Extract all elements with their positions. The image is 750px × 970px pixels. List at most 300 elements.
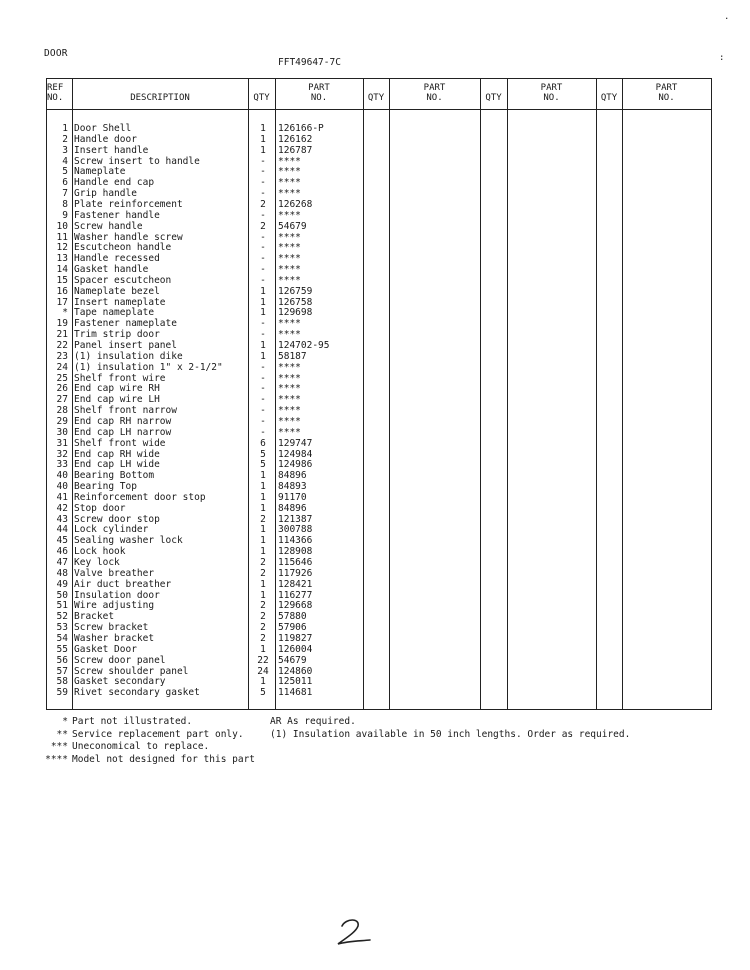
qty-cell: 1 (260, 340, 266, 351)
table-row (46, 145, 712, 156)
ref-cell: 1 (62, 123, 68, 134)
part-number-cell: 115646 (278, 557, 313, 568)
qty-cell: - (260, 318, 266, 330)
part-number-cell: 116277 (278, 589, 313, 601)
table-row (46, 644, 712, 655)
note-item (38, 754, 255, 767)
table-row (46, 611, 712, 622)
description-cell: Handle end cap (74, 177, 155, 189)
note-item (38, 741, 255, 754)
table-row (46, 666, 712, 677)
description-cell: Insert handle (74, 144, 149, 156)
part-number-cell: 91170 (278, 491, 307, 503)
ref-cell: 44 (56, 524, 68, 536)
ref-cell: 46 (56, 546, 68, 558)
edge-mark-top: . (724, 12, 730, 22)
ref-cell: 42 (56, 502, 68, 514)
table-row (46, 557, 712, 568)
part-header-3b: NO. (543, 93, 560, 103)
ref-cell: 8 (62, 198, 68, 210)
note-text: Part not illustrated. (72, 716, 193, 727)
ref-cell: 32 (56, 448, 68, 460)
ref-cell: 52 (56, 611, 68, 623)
qty-cell: - (260, 329, 266, 341)
part-number-cell: 125011 (278, 676, 313, 688)
table-row (46, 329, 712, 340)
qty-cell: 2 (260, 198, 266, 210)
qty-cell: 1 (260, 546, 266, 558)
ref-cell: 19 (56, 318, 68, 330)
ref-cell: 59 (56, 687, 68, 699)
note-symbol: *** (50, 741, 68, 752)
description-cell: Sealing washer lock (74, 535, 183, 547)
part-number-cell: 126268 (278, 198, 313, 210)
description-cell: (1) insulation 1" x 2-1/2" (74, 361, 223, 373)
description-cell: Washer handle screw (74, 231, 183, 243)
description-cell: Trim strip door (74, 329, 160, 341)
qty-cell: 22 (257, 654, 269, 666)
qty-cell: 1 (260, 144, 266, 156)
part-number-cell: 114681 (278, 687, 313, 699)
part-number-cell: **** (278, 231, 301, 243)
description-cell: End cap wire LH (74, 394, 160, 406)
description-cell: Bearing Top (74, 481, 137, 493)
description-cell: Escutcheon handle (74, 242, 172, 254)
qty-cell: 2 (260, 220, 266, 232)
description-cell: End cap RH narrow (74, 415, 172, 427)
table-row (46, 253, 712, 264)
table-row (46, 481, 712, 492)
qty-cell: 1 (260, 676, 266, 688)
part-number-cell: **** (278, 405, 301, 417)
qty-cell: 1 (260, 470, 266, 482)
table-row (46, 590, 712, 601)
ref-cell: 10 (56, 220, 68, 232)
ref-cell: 29 (56, 415, 68, 427)
description-cell: Handle recessed (74, 253, 160, 265)
part-number-cell: 114366 (278, 535, 313, 547)
qty-cell: 5 (260, 448, 266, 460)
table-row (46, 535, 712, 546)
description-cell: Shelf front wide (74, 437, 166, 449)
qty-cell: 1 (260, 285, 266, 297)
ref-cell: 53 (56, 622, 68, 634)
ref-cell: 47 (56, 557, 68, 568)
qty-header-1: QTY (253, 93, 270, 103)
description-cell: Panel insert panel (74, 340, 177, 351)
qty-cell: 1 (260, 491, 266, 503)
description-cell: Nameplate bezel (74, 285, 160, 297)
description-cell: Washer bracket (74, 632, 155, 644)
ref-cell: 40 (56, 470, 68, 482)
part-number-cell: 84896 (278, 502, 307, 514)
part-number-cell: 129668 (278, 600, 313, 612)
note-text: Uneconomical to replace. (72, 741, 210, 752)
part-number-cell: **** (278, 383, 301, 395)
ref-cell: 27 (56, 394, 68, 406)
note-item (38, 716, 255, 729)
note-symbol: ** (56, 728, 68, 740)
description-cell: Fastener handle (74, 209, 160, 221)
table-row (46, 156, 712, 167)
qty-cell: 6 (260, 437, 266, 449)
part-number-cell: 126166-P (278, 123, 324, 134)
description-header: DESCRIPTION (130, 93, 190, 103)
table-row (46, 221, 712, 232)
note-item (38, 729, 255, 742)
ref-cell: 40 (56, 481, 68, 493)
ref-cell: 30 (56, 426, 68, 438)
table-row (46, 318, 712, 329)
part-header-1a: PART (308, 83, 330, 93)
qty-cell: - (260, 177, 266, 189)
part-number-cell: 300788 (278, 524, 313, 536)
table-row (46, 210, 712, 221)
note-text: Model not designed for this part (72, 753, 256, 765)
qty-cell: - (260, 426, 266, 438)
qty-cell: 24 (257, 665, 269, 677)
qty-cell: 1 (260, 535, 266, 547)
table-row (46, 524, 712, 535)
description-cell: (1) insulation dike (74, 350, 183, 362)
table-row (46, 579, 712, 590)
ref-cell: 48 (56, 567, 68, 579)
note-as-required: AR As required. (270, 716, 356, 727)
qty-cell: 1 (260, 502, 266, 514)
notes-legend (38, 716, 255, 766)
description-cell: Screw bracket (74, 622, 149, 634)
description-cell: Key lock (74, 557, 120, 568)
table-row (46, 362, 712, 373)
ref-cell: 15 (56, 274, 68, 286)
part-number-cell: 129698 (278, 307, 313, 319)
part-number-cell: **** (278, 166, 301, 178)
part-number-cell: 124860 (278, 665, 313, 677)
table-row (46, 351, 712, 362)
part-number-cell: 126787 (278, 144, 313, 156)
ref-cell: 16 (56, 285, 68, 297)
table-row (46, 383, 712, 394)
ref-cell: 6 (62, 177, 68, 189)
ref-cell: 7 (62, 188, 68, 200)
description-cell: Tape nameplate (74, 307, 155, 319)
part-number-cell: **** (278, 318, 301, 330)
qty-cell: 1 (260, 524, 266, 536)
ref-cell: 14 (56, 264, 68, 276)
ref-cell: 55 (56, 643, 68, 655)
model-number: FFT49647-7C (278, 57, 341, 68)
note-symbol: * (62, 716, 68, 727)
table-row (46, 123, 712, 134)
ref-cell: 49 (56, 578, 68, 590)
description-cell: Bracket (74, 611, 115, 623)
ref-cell: * (62, 307, 68, 319)
table-row (46, 687, 712, 698)
qty-cell: - (260, 361, 266, 373)
table-row (46, 449, 712, 460)
part-number-cell: 121387 (278, 513, 313, 525)
table-row (46, 600, 712, 611)
ref-cell: 41 (56, 491, 68, 503)
qty-cell: 1 (260, 481, 266, 493)
description-cell: End cap LH narrow (74, 426, 172, 438)
ref-cell: 45 (56, 535, 68, 547)
table-row (46, 622, 712, 633)
description-cell: Screw door stop (74, 513, 160, 525)
qty-cell: 1 (260, 123, 266, 134)
description-cell: Insert nameplate (74, 296, 166, 308)
description-cell: Nameplate (74, 166, 126, 178)
qty-cell: - (260, 405, 266, 417)
table-row (46, 232, 712, 243)
ref-cell: 13 (56, 253, 68, 265)
description-cell: Lock cylinder (74, 524, 149, 536)
table-row (46, 405, 712, 416)
qty-cell: 1 (260, 589, 266, 601)
qty-cell: - (260, 264, 266, 276)
part-number-cell: 124984 (278, 448, 313, 460)
table-row (46, 188, 712, 199)
part-number-cell: 57880 (278, 611, 307, 623)
part-number-cell: 119827 (278, 632, 313, 644)
ref-cell: 22 (56, 340, 68, 351)
table-row (46, 633, 712, 644)
ref-cell: 2 (62, 133, 68, 145)
qty-cell: 5 (260, 459, 266, 471)
ref-cell: 24 (56, 361, 68, 373)
description-cell: Door Shell (74, 123, 132, 134)
part-header-3a: PART (540, 83, 563, 93)
description-cell: Rivet secondary gasket (74, 687, 200, 699)
part-number-cell: **** (278, 242, 301, 254)
table-row (46, 275, 712, 286)
description-cell: Valve breather (74, 567, 155, 579)
description-cell: Air duct breather (74, 578, 172, 590)
ref-cell: 28 (56, 405, 68, 417)
table-row (46, 427, 712, 438)
part-number-cell: 126759 (278, 285, 313, 297)
ref-cell: 43 (56, 513, 68, 525)
part-number-cell: 124986 (278, 459, 313, 471)
description-cell: Shelf front narrow (74, 405, 177, 417)
description-cell: Gasket Door (74, 643, 137, 655)
qty-cell: 2 (260, 632, 266, 644)
qty-cell: 2 (260, 513, 266, 525)
section-title: DOOR (44, 48, 68, 59)
ref-cell: 33 (56, 459, 68, 471)
part-number-cell: 57906 (278, 622, 307, 634)
part-number-cell: **** (278, 264, 301, 276)
ref-cell: 50 (56, 589, 68, 601)
qty-cell: - (260, 166, 266, 178)
qty-cell: - (260, 253, 266, 265)
table-row (46, 470, 712, 481)
part-number-cell: **** (278, 253, 301, 265)
part-number-cell: 129747 (278, 437, 313, 449)
qty-cell: 1 (260, 307, 266, 319)
ref-cell: 3 (62, 144, 68, 156)
ref-cell: 5 (62, 166, 68, 178)
qty-cell: 1 (260, 296, 266, 308)
ref-cell: 9 (62, 209, 68, 221)
part-number-cell: **** (278, 426, 301, 438)
description-cell: Shelf front wire (74, 372, 166, 384)
table-row (46, 373, 712, 384)
qty-cell: - (260, 394, 266, 406)
table-row (46, 199, 712, 210)
qty-cell: - (260, 415, 266, 427)
description-cell: End cap wire RH (74, 383, 160, 395)
table-row (46, 307, 712, 318)
qty-cell: 5 (260, 687, 266, 699)
note-text: Service replacement part only. (72, 728, 244, 740)
qty-header-4: QTY (600, 93, 618, 103)
qty-cell: - (260, 274, 266, 286)
part-number-cell: 117926 (278, 567, 313, 579)
description-cell: Reinforcement door stop (74, 491, 206, 503)
table-row (46, 568, 712, 579)
table-row (46, 503, 712, 514)
ref-cell: 58 (56, 676, 68, 688)
description-cell: Fastener nameplate (74, 318, 177, 330)
part-number-cell: 84896 (278, 470, 307, 482)
description-cell: Plate reinforcement (74, 198, 183, 210)
qty-header-2: QTY (367, 93, 385, 103)
part-number-cell: 126162 (278, 133, 313, 145)
ref-header-2: NO. (47, 93, 64, 103)
table-row (46, 340, 712, 351)
ref-cell: 25 (56, 372, 68, 384)
part-number-cell: **** (278, 415, 301, 427)
part-number-cell: **** (278, 372, 301, 384)
qty-cell: 2 (260, 557, 266, 568)
description-cell: Spacer escutcheon (74, 274, 172, 286)
part-number-cell: 54679 (278, 654, 307, 666)
table-row (46, 438, 712, 449)
part-number-cell: 58187 (278, 350, 307, 362)
part-number-cell: 128421 (278, 578, 313, 590)
part-number-cell: 126758 (278, 296, 313, 308)
part-header-4b: NO. (658, 93, 675, 103)
table-row (46, 242, 712, 253)
part-number-cell: 126004 (278, 643, 313, 655)
table-row (46, 394, 712, 405)
part-header-2a: PART (423, 83, 446, 93)
ref-cell: 54 (56, 632, 68, 644)
part-header-1b: NO. (310, 93, 328, 103)
description-cell: Gasket handle (74, 264, 149, 276)
qty-cell: 2 (260, 622, 266, 634)
part-number-cell: **** (278, 394, 301, 406)
ref-cell: 11 (56, 231, 68, 243)
description-cell: End cap LH wide (74, 459, 160, 471)
qty-cell: - (260, 242, 266, 254)
qty-cell: - (260, 372, 266, 384)
ref-cell: 31 (56, 437, 68, 449)
table-row (46, 514, 712, 525)
description-cell: End cap RH wide (74, 448, 160, 460)
qty-header-3: QTY (485, 93, 502, 103)
qty-cell: - (260, 231, 266, 243)
table-row (46, 655, 712, 666)
table-row (46, 459, 712, 470)
description-cell: Wire adjusting (74, 600, 155, 612)
part-header-2b: NO. (426, 93, 443, 103)
ref-header-1: REF (47, 83, 64, 93)
description-cell: Screw shoulder panel (74, 665, 189, 677)
description-cell: Handle door (74, 133, 137, 145)
parts-table (46, 78, 712, 710)
part-number-cell: **** (278, 274, 301, 286)
ref-cell: 56 (56, 654, 68, 666)
description-cell: Screw door panel (74, 654, 166, 666)
qty-cell: 2 (260, 611, 266, 623)
description-cell: Grip handle (74, 188, 137, 200)
description-cell: Screw handle (74, 220, 143, 232)
ref-cell: 23 (56, 350, 68, 362)
description-cell: Bearing Bottom (74, 470, 155, 482)
part-number-cell: **** (278, 209, 301, 221)
ref-cell: 57 (56, 665, 68, 677)
ref-cell: 21 (56, 329, 68, 341)
description-cell: Stop door (74, 502, 126, 514)
table-row (46, 416, 712, 427)
table-row (46, 134, 712, 145)
ref-cell: 4 (62, 155, 68, 167)
table-row (46, 676, 712, 687)
part-number-cell: 124702-95 (278, 340, 330, 351)
handwritten-page-number (334, 916, 374, 948)
ref-cell: 26 (56, 383, 68, 395)
notes-extra (270, 716, 630, 741)
ref-cell: 12 (56, 242, 68, 254)
part-header-4a: PART (655, 83, 678, 93)
part-number-cell: 54679 (278, 220, 307, 232)
note-symbol: **** (45, 753, 68, 765)
qty-cell: 2 (260, 600, 266, 612)
qty-cell: 1 (260, 578, 266, 590)
part-number-cell: **** (278, 329, 301, 341)
table-row (46, 286, 712, 297)
qty-cell: 1 (260, 643, 266, 655)
table-row (46, 297, 712, 308)
part-number-cell: **** (278, 177, 301, 189)
table-row (46, 177, 712, 188)
part-number-cell: 84893 (278, 481, 307, 493)
ref-cell: 51 (56, 600, 68, 612)
qty-cell: 2 (260, 567, 266, 579)
table-row (46, 492, 712, 503)
edge-mark-side: : (719, 53, 725, 63)
description-cell: Lock hook (74, 546, 126, 558)
table-row (46, 166, 712, 177)
qty-cell: - (260, 155, 266, 167)
description-cell: Insulation door (74, 589, 160, 601)
qty-cell: 1 (260, 350, 266, 362)
description-cell: Gasket secondary (74, 676, 166, 688)
qty-cell: - (260, 383, 266, 395)
part-number-cell: **** (278, 188, 301, 200)
qty-cell: 1 (260, 133, 266, 145)
page-number (334, 916, 374, 951)
qty-cell: - (260, 188, 266, 200)
note-insulation: (1) Insulation available in 50 inch lengths. Order as required. (270, 728, 631, 740)
part-number-cell: **** (278, 361, 301, 373)
description-cell: Screw insert to handle (74, 155, 200, 167)
part-number-cell: 128908 (278, 546, 313, 558)
part-number-cell: **** (278, 155, 301, 167)
table-row (46, 264, 712, 275)
